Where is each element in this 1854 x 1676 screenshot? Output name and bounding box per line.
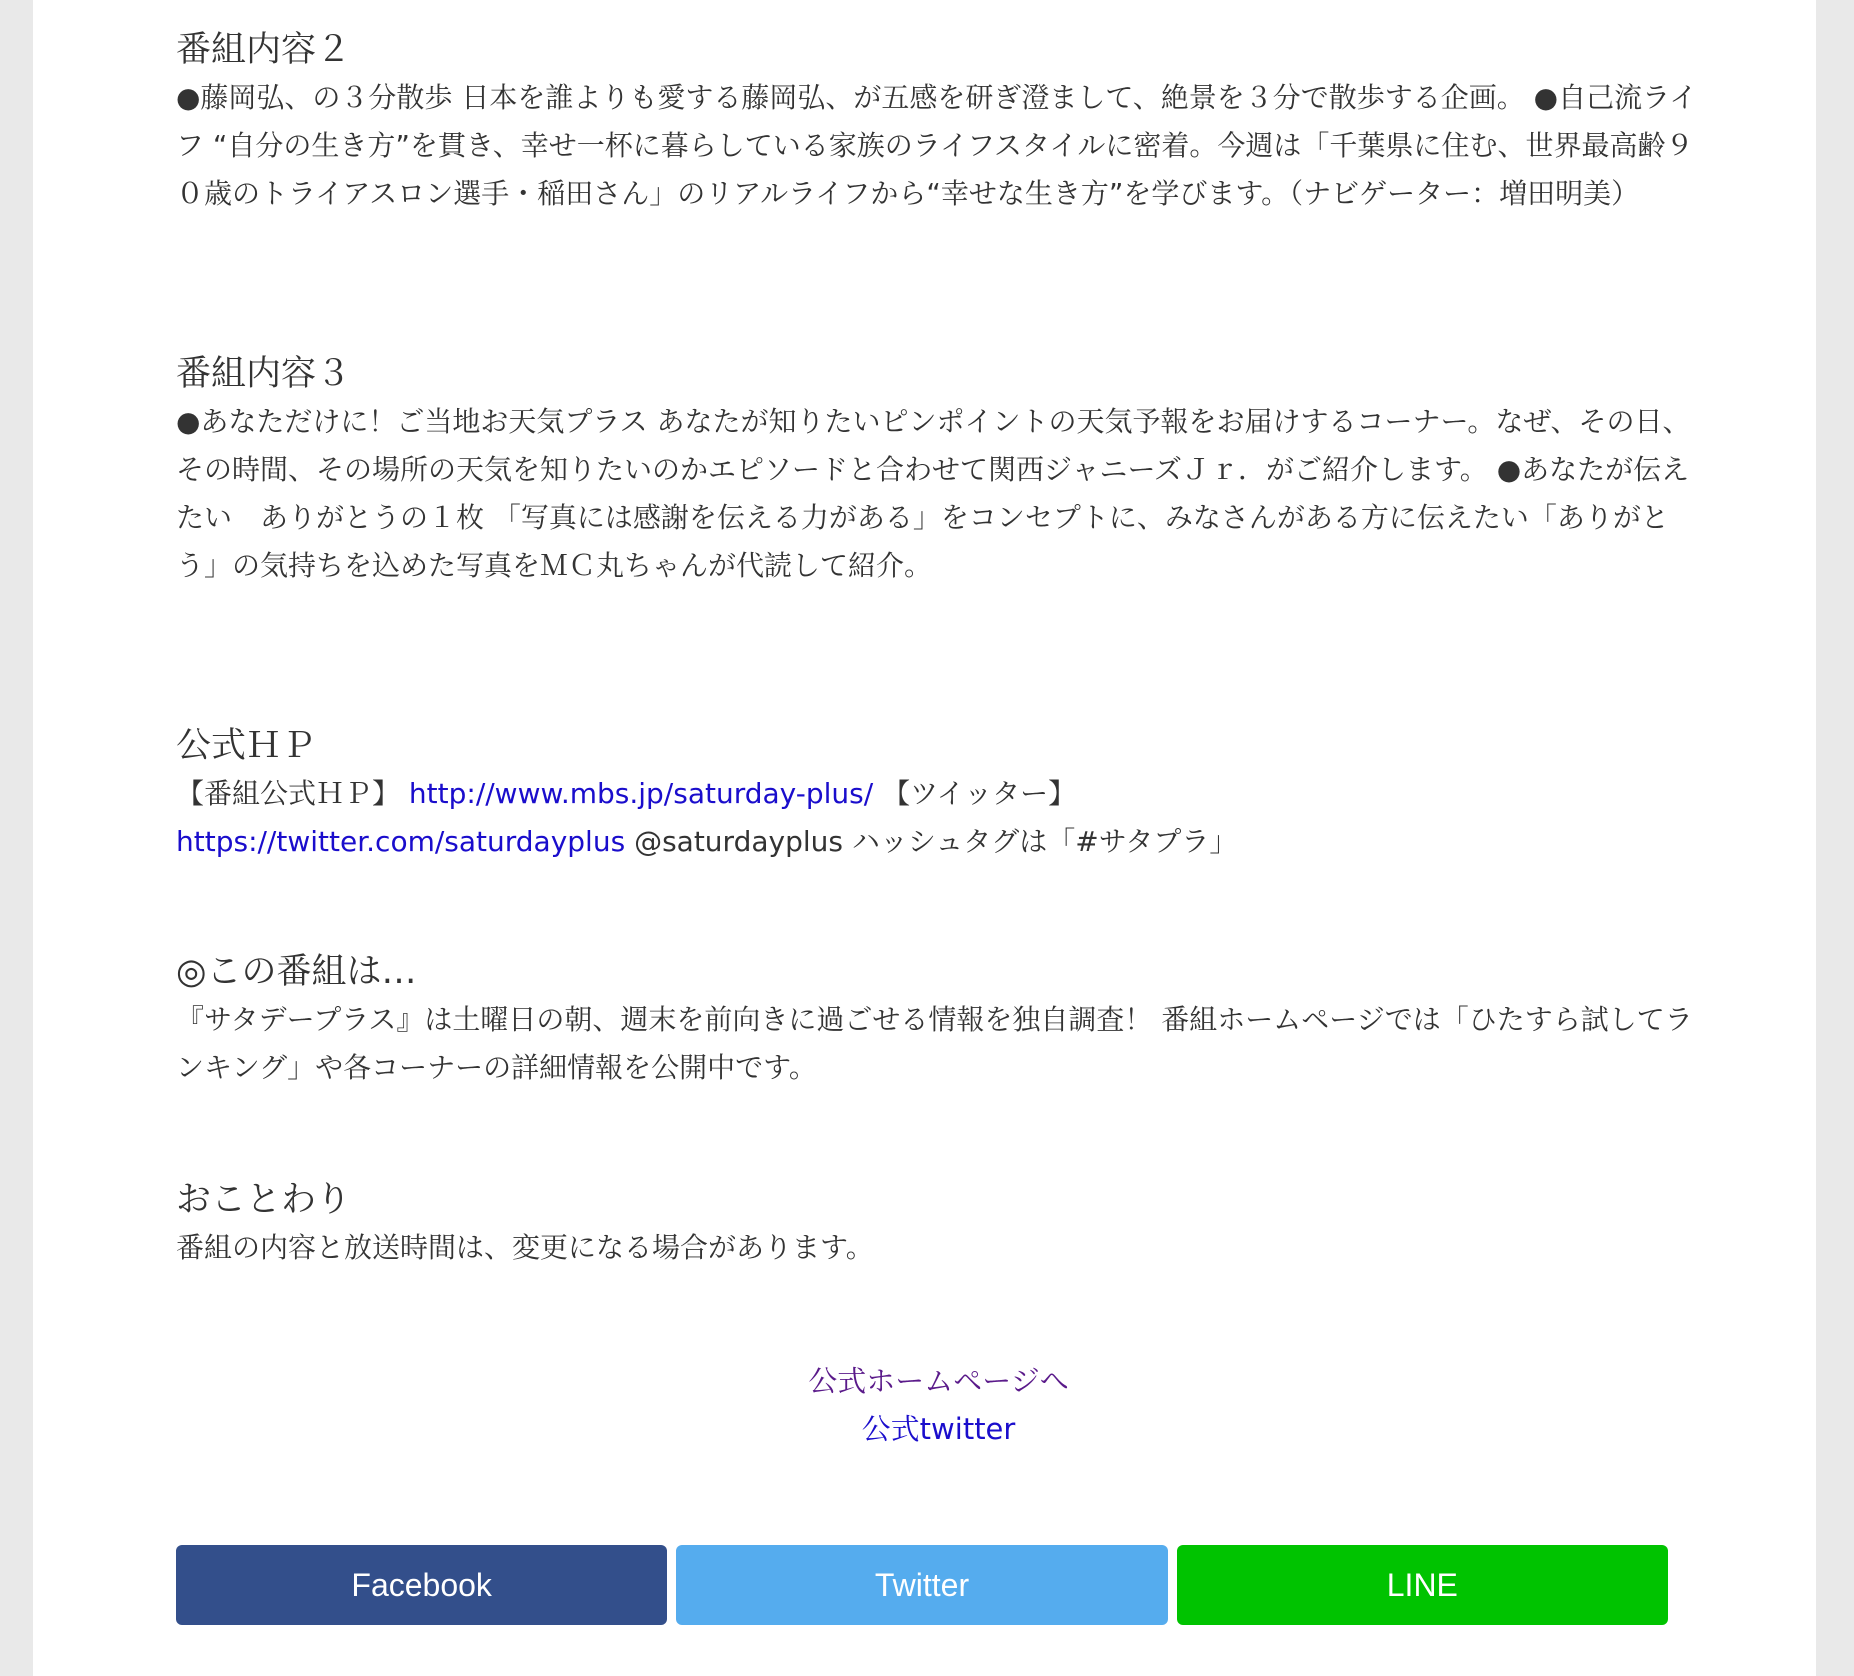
section-program-content-2 — [176, 26, 1701, 218]
section-about-program — [176, 948, 1701, 1092]
section-heading: ◎この番組は… — [176, 952, 417, 992]
section-heading: 公式ＨＰ — [176, 726, 317, 766]
section-heading: 番組内容３ — [176, 354, 352, 394]
facebook-share-button[interactable]: Facebook — [176, 1545, 667, 1625]
section-body: ●藤岡弘、の３分散歩 日本を誰よりも愛する藤岡弘、が五感を研ぎ澄まして、絶景を３分で散歩する企画。 ●自己流ライフ “自分の生き方”を貫き、幸せ一杯に暮らしている家族のライフスタイルに密着。今週は「千葉県に住む、世界最高齢９０歳のトライアスロン選手・稲田さん」のリアルライフから“幸せな生き方”を学びます。（ナビゲーター：増田明美） — [176, 81, 1698, 210]
section-body: 番組の内容と放送時間は、変更になる場合があります。 — [176, 1231, 874, 1264]
share-buttons — [176, 1545, 1668, 1625]
twitter-label: 【ツイッター】 — [873, 777, 1077, 810]
page-panel — [33, 0, 1816, 1676]
official-hp-link[interactable]: http://www.mbs.jp/saturday-plus/ — [408, 777, 874, 810]
section-heading: おことわり — [176, 1180, 352, 1220]
line-share-button[interactable]: LINE — [1177, 1545, 1668, 1625]
section-body — [176, 770, 1701, 866]
twitter-url-link[interactable]: https://twitter.com/saturdayplus — [176, 825, 626, 858]
official-homepage-link[interactable]: 公式ホームページへ — [808, 1364, 1069, 1398]
hashtag-text: @saturdayplus ハッシュタグは「#サタプラ」 — [625, 825, 1238, 858]
section-heading: 番組内容２ — [176, 30, 352, 70]
hp-label: 【番組公式ＨＰ】 — [176, 777, 409, 810]
section-notice — [176, 1176, 1701, 1272]
section-official-hp — [176, 722, 1701, 866]
official-twitter-link[interactable]: 公式twitter — [861, 1412, 1016, 1446]
section-body: ●あなただけに！ご当地お天気プラス あなたが知りたいピンポイントの天気予報をお届けするコーナー。なぜ、その日、その時間、その場所の天気を知りたいのかエピソードと合わせて関西ジャニーズＪｒ．がご紹介します。 ●あなたが伝えたい ありがとうの１枚 「写真には感謝を伝える力がある」をコンセプトに、みなさんがある方に伝えたい「ありがとう」の気持ちを込めた写真をＭＣ丸ちゃんが代読して紹介。 — [176, 405, 1691, 582]
official-links — [176, 1357, 1701, 1453]
twitter-share-button[interactable]: Twitter — [676, 1545, 1167, 1625]
section-body: 『サタデープラス』は土曜日の朝、週末を前向きに過ごせる情報を独自調査！ 番組ホームページでは「ひたすら試してランキング」や各コーナーの詳細情報を公開中です。 — [176, 1003, 1693, 1084]
section-program-content-3 — [176, 350, 1701, 590]
